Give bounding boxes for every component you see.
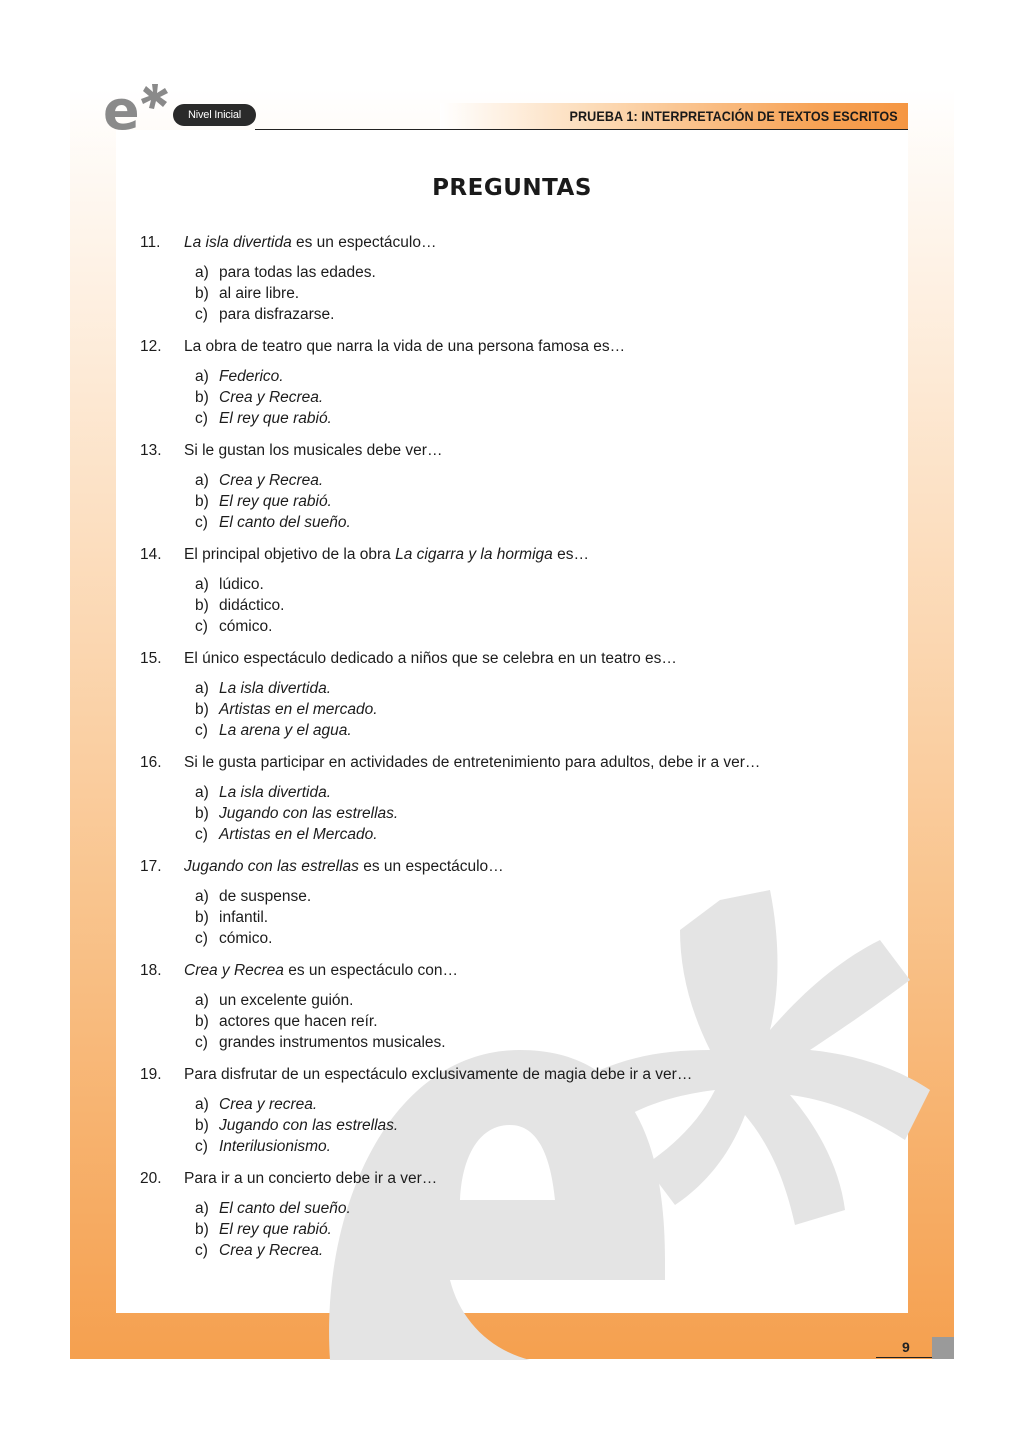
question-text bbox=[184, 960, 900, 981]
answer-option[interactable] bbox=[195, 1136, 900, 1157]
option-text: un excelente guión. bbox=[219, 992, 354, 1009]
option-text: Interilusionismo. bbox=[219, 1138, 331, 1155]
question-text-part: Para ir a un concierto debe ir a ver… bbox=[184, 1170, 438, 1187]
answer-option[interactable] bbox=[195, 1094, 900, 1115]
option-letter: a) bbox=[195, 368, 209, 385]
answer-option[interactable] bbox=[195, 1219, 900, 1240]
option-letter: b) bbox=[195, 1013, 209, 1030]
option-text: El rey que rabió. bbox=[219, 493, 332, 510]
work-title: La cigarra y la hormiga bbox=[395, 546, 553, 563]
option-text: La isla divertida. bbox=[219, 680, 332, 697]
option-text: El rey que rabió. bbox=[219, 1221, 332, 1238]
answer-option[interactable] bbox=[195, 824, 900, 845]
question-list bbox=[140, 232, 900, 1272]
option-letter: c) bbox=[195, 618, 208, 635]
page-title: PREGUNTAS bbox=[432, 175, 592, 201]
question-number: 11. bbox=[140, 234, 161, 251]
question-number: 17. bbox=[140, 858, 162, 875]
question-number: 12. bbox=[140, 338, 162, 355]
answer-options bbox=[140, 1198, 900, 1261]
option-letter: c) bbox=[195, 514, 208, 531]
page-number-divider bbox=[876, 1357, 932, 1358]
option-letter: b) bbox=[195, 701, 209, 718]
option-text: El canto del sueño. bbox=[219, 1200, 351, 1217]
question-text-part: La obra de teatro que narra la vida de una persona famosa es… bbox=[184, 338, 626, 355]
question-number: 13. bbox=[140, 442, 162, 459]
option-letter: a) bbox=[195, 680, 209, 697]
question-text-part: Si le gusta participar en actividades de entretenimiento para adultos, debe ir a ver… bbox=[184, 754, 761, 771]
question-stem bbox=[140, 440, 900, 461]
option-letter: a) bbox=[195, 264, 209, 281]
question-text-part: El único espectáculo dedicado a niños que se celebra en un teatro es… bbox=[184, 650, 677, 667]
option-letter: a) bbox=[195, 888, 209, 905]
option-letter: b) bbox=[195, 493, 209, 510]
answer-option[interactable] bbox=[195, 782, 900, 803]
option-letter: b) bbox=[195, 909, 209, 926]
answer-options bbox=[140, 574, 900, 637]
answer-option[interactable] bbox=[195, 408, 900, 429]
question-text bbox=[184, 544, 900, 565]
option-text: Crea y recrea. bbox=[219, 1096, 318, 1113]
option-text: actores que hacen reír. bbox=[219, 1013, 378, 1030]
option-text: Crea y Recrea. bbox=[219, 1242, 324, 1259]
option-text: Jugando con las estrellas. bbox=[219, 805, 399, 822]
option-letter: a) bbox=[195, 472, 209, 489]
option-text: Federico. bbox=[219, 368, 284, 385]
test-title: PRUEBA 1: INTERPRETACIÓN DE TEXTOS ESCRITOS bbox=[569, 108, 898, 124]
question-stem bbox=[140, 1064, 900, 1085]
option-letter: b) bbox=[195, 285, 209, 302]
question-text bbox=[184, 1064, 900, 1085]
answer-option[interactable] bbox=[195, 699, 900, 720]
question-text-part: es un espectáculo… bbox=[291, 234, 437, 251]
answer-option[interactable] bbox=[195, 262, 900, 283]
question-text-part: es un espectáculo con… bbox=[283, 962, 458, 979]
answer-option[interactable] bbox=[195, 616, 900, 637]
option-text: de suspense. bbox=[219, 888, 312, 905]
question-text bbox=[184, 1168, 900, 1189]
work-title: Jugando con las estrellas bbox=[184, 858, 359, 875]
answer-options bbox=[140, 1094, 900, 1157]
answer-option[interactable] bbox=[195, 907, 900, 928]
option-letter: c) bbox=[195, 1138, 208, 1155]
answer-options bbox=[140, 990, 900, 1053]
option-text: infantil. bbox=[219, 909, 269, 926]
option-letter: a) bbox=[195, 992, 209, 1009]
work-title: La isla divertida bbox=[184, 234, 292, 251]
answer-option[interactable] bbox=[195, 720, 900, 741]
option-text: El canto del sueño. bbox=[219, 514, 351, 531]
question-item bbox=[140, 1168, 900, 1261]
answer-option[interactable] bbox=[195, 1032, 900, 1053]
option-text: para disfrazarse. bbox=[219, 306, 335, 323]
question-number: 14. bbox=[140, 546, 162, 563]
answer-option[interactable] bbox=[195, 366, 900, 387]
question-number: 16. bbox=[140, 754, 162, 771]
answer-option[interactable] bbox=[195, 886, 900, 907]
question-stem bbox=[140, 648, 900, 669]
answer-option[interactable] bbox=[195, 990, 900, 1011]
option-letter: c) bbox=[195, 1034, 208, 1051]
option-text: La isla divertida. bbox=[219, 784, 332, 801]
question-item bbox=[140, 752, 900, 845]
option-letter: a) bbox=[195, 1096, 209, 1113]
page-number-marker bbox=[932, 1337, 954, 1359]
header-divider bbox=[255, 129, 908, 130]
question-stem bbox=[140, 336, 900, 357]
answer-option[interactable] bbox=[195, 1240, 900, 1261]
question-text-part: Para disfrutar de un espectáculo exclusivamente de magia debe ir a ver… bbox=[184, 1066, 693, 1083]
question-number: 19. bbox=[140, 1066, 162, 1083]
option-letter: c) bbox=[195, 930, 208, 947]
option-text: didáctico. bbox=[219, 597, 285, 614]
question-item bbox=[140, 856, 900, 949]
answer-options bbox=[140, 678, 900, 741]
answer-option[interactable] bbox=[195, 678, 900, 699]
answer-option[interactable] bbox=[195, 1115, 900, 1136]
option-letter: c) bbox=[195, 826, 208, 843]
option-letter: a) bbox=[195, 576, 209, 593]
work-title: Crea y Recrea bbox=[184, 962, 284, 979]
question-stem bbox=[140, 752, 900, 773]
answer-option[interactable] bbox=[195, 928, 900, 949]
answer-options bbox=[140, 262, 900, 325]
option-letter: b) bbox=[195, 389, 209, 406]
e-asterisk-logo-icon bbox=[103, 82, 173, 132]
question-stem bbox=[140, 960, 900, 981]
question-stem bbox=[140, 232, 900, 253]
question-item bbox=[140, 440, 900, 533]
option-letter: b) bbox=[195, 1117, 209, 1134]
question-item bbox=[140, 544, 900, 637]
answer-option[interactable] bbox=[195, 491, 900, 512]
answer-option[interactable] bbox=[195, 512, 900, 533]
option-letter: b) bbox=[195, 1221, 209, 1238]
question-item bbox=[140, 960, 900, 1053]
answer-option[interactable] bbox=[195, 304, 900, 325]
option-letter: c) bbox=[195, 410, 208, 427]
option-text: lúdico. bbox=[219, 576, 264, 593]
question-number: 15. bbox=[140, 650, 162, 667]
question-item bbox=[140, 336, 900, 429]
answer-option[interactable] bbox=[195, 803, 900, 824]
option-text: Artistas en el Mercado. bbox=[219, 826, 378, 843]
answer-option[interactable] bbox=[195, 470, 900, 491]
question-text-part: Si le gustan los musicales debe ver… bbox=[184, 442, 443, 459]
option-text: Crea y Recrea. bbox=[219, 389, 324, 406]
option-letter: b) bbox=[195, 805, 209, 822]
question-text bbox=[184, 336, 900, 357]
question-number: 20. bbox=[140, 1170, 162, 1187]
question-text bbox=[184, 440, 900, 461]
answer-options bbox=[140, 470, 900, 533]
answer-option[interactable] bbox=[195, 574, 900, 595]
option-text: Artistas en el mercado. bbox=[219, 701, 378, 718]
question-number: 18. bbox=[140, 962, 162, 979]
answer-option[interactable] bbox=[195, 283, 900, 304]
question-item bbox=[140, 232, 900, 325]
question-stem bbox=[140, 856, 900, 877]
option-text: para todas las edades. bbox=[219, 264, 376, 281]
question-text bbox=[184, 752, 900, 773]
option-text: grandes instrumentos musicales. bbox=[219, 1034, 446, 1051]
question-text-part: es… bbox=[552, 546, 589, 563]
question-item bbox=[140, 648, 900, 741]
option-text: La arena y el agua. bbox=[219, 722, 352, 739]
question-stem bbox=[140, 1168, 900, 1189]
option-text: cómico. bbox=[219, 930, 273, 947]
option-letter: a) bbox=[195, 784, 209, 801]
question-text-part: es un espectáculo… bbox=[358, 858, 504, 875]
option-letter: c) bbox=[195, 722, 208, 739]
answer-option[interactable] bbox=[195, 1011, 900, 1032]
option-letter: b) bbox=[195, 597, 209, 614]
option-text: al aire libre. bbox=[219, 285, 300, 302]
option-text: cómico. bbox=[219, 618, 273, 635]
level-badge: Nivel Inicial bbox=[173, 104, 256, 126]
option-text: Jugando con las estrellas. bbox=[219, 1117, 399, 1134]
question-item bbox=[140, 1064, 900, 1157]
answer-options bbox=[140, 366, 900, 429]
page-number: 9 bbox=[902, 1339, 910, 1355]
option-letter: a) bbox=[195, 1200, 209, 1217]
answer-option[interactable] bbox=[195, 387, 900, 408]
question-text-part: El principal objetivo de la obra bbox=[184, 546, 396, 563]
answer-option[interactable] bbox=[195, 1198, 900, 1219]
option-letter: c) bbox=[195, 1242, 208, 1259]
question-stem bbox=[140, 544, 900, 565]
svg-text:e: e bbox=[103, 82, 140, 132]
question-text bbox=[184, 856, 900, 877]
answer-options bbox=[140, 886, 900, 949]
option-text: Crea y Recrea. bbox=[219, 472, 324, 489]
question-text bbox=[184, 648, 900, 669]
answer-options bbox=[140, 782, 900, 845]
question-text bbox=[184, 232, 900, 253]
option-text: El rey que rabió. bbox=[219, 410, 332, 427]
option-letter: c) bbox=[195, 306, 208, 323]
answer-option[interactable] bbox=[195, 595, 900, 616]
